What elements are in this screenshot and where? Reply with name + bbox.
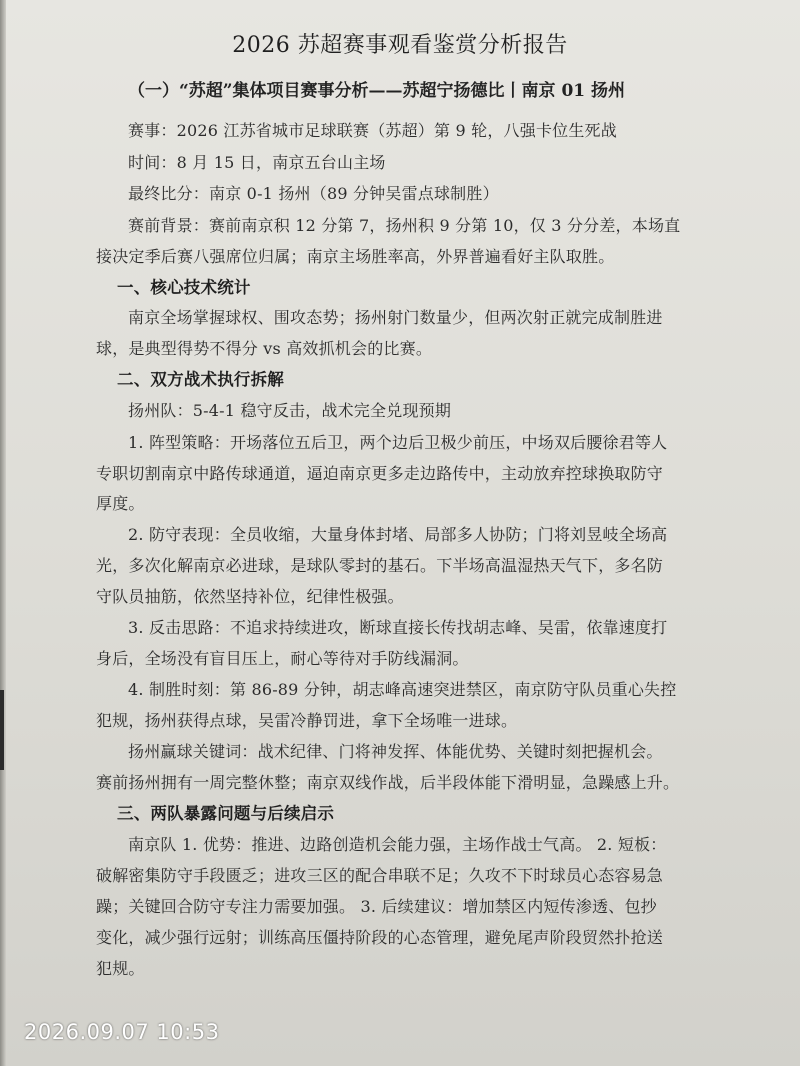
nanjing-line-5: 犯规。: [96, 959, 145, 978]
match-info: 赛事：2026 江苏省城市足球联赛（苏超）第 9 轮，八强卡位生死战: [128, 121, 617, 140]
keywords-line-1: 扬州赢球关键词：战术纪律、门将神发挥、体能优势、关键时刻把握机会。: [128, 742, 663, 761]
tactic-3-line-2: 身后，全场没有盲目压上，耐心等待对手防线漏洞。: [96, 649, 469, 668]
tactic-1-line-3: 厚度。: [96, 494, 145, 513]
section-1-line-1: 南京全场掌握球权、围攻态势；扬州射门数量少，但两次射正就完成制胜进: [128, 308, 663, 327]
tactic-2-line-3: 守队员抽筋，依然坚持补位，纪律性极强。: [96, 587, 404, 606]
final-score: 最终比分：南京 0-1 扬州（89 分钟吴雷点球制胜）: [128, 184, 499, 203]
photo-timestamp: 2026.09.07 10:53: [24, 1020, 220, 1044]
page-edge-shadow: [0, 0, 6, 1066]
tactic-3-line-1: 3. 反击思路：不追求持续进攻，断球直接长传找胡志峰、吴雷，依靠速度打: [128, 618, 668, 637]
keywords-line-2: 赛前扬州拥有一周完整休整；南京双线作战，后半段体能下滑明显，急躁感上升。: [96, 773, 680, 792]
nanjing-line-4: 变化，减少强行远射；训练高压僵持阶段的心态管理，避免尾声阶段贸然扑抢送: [96, 928, 664, 947]
tactic-1-line-2: 专职切割南京中路传球通道，逼迫南京更多走边路传中，主动放弃控球换取防守: [96, 464, 664, 483]
tactic-4-line-1: 4. 制胜时刻：第 86-89 分钟，胡志峰高速突进禁区，南京防守队员重心失控: [128, 680, 677, 699]
match-time: 时间：8 月 15 日，南京五台山主场: [128, 153, 386, 172]
tactic-2-line-1: 2. 防守表现：全员收缩，大量身体封堵、局部多人协防；门将刘昱岐全场高: [128, 525, 668, 544]
nanjing-line-2: 破解密集防守手段匮乏；进攻三区的配合串联不足；久攻不下时球员心态容易急: [96, 866, 664, 885]
report-title: 2026 苏超赛事观看鉴赏分析报告: [232, 33, 568, 58]
section-1-line-2: 球，是典型得势不得分 vs 高效抓机会的比赛。: [96, 339, 433, 358]
report-subtitle: （一）“苏超”集体项目赛事分析——苏超宁扬德比丨南京 01 扬州: [128, 81, 626, 101]
tactic-4-line-2: 犯规，扬州获得点球，吴雷冷静罚进，拿下全场唯一进球。: [96, 711, 518, 730]
tactic-1-line-1: 1. 阵型策略：开场落位五后卫，两个边后卫极少前压，中场双后腰徐君等人: [128, 433, 668, 452]
nanjing-line-3: 躁；关键回合防守专注力需要加强。 3. 后续建议：增加禁区内短传渗透、包抄: [96, 897, 657, 916]
section-2-heading: 二、双方战术执行拆解: [117, 370, 284, 389]
nanjing-line-1: 南京队 1. 优势：推进、边路创造机会能力强，主场作战士气高。 2. 短板：: [128, 835, 667, 854]
section-1-heading: 一、核心技术统计: [117, 278, 251, 297]
section-3-heading: 三、两队暴露问题与后续启示: [117, 804, 335, 823]
yangzhou-intro: 扬州队：5-4-1 稳守反击，战术完全兑现预期: [128, 401, 452, 420]
tactic-2-line-2: 光，多次化解南京必进球，是球队零封的基石。下半场高温湿热天气下，多名防: [96, 556, 664, 575]
background-line-1: 赛前背景：赛前南京积 12 分第 7，扬州积 9 分第 10，仅 3 分分差，本场直: [128, 216, 681, 235]
binder-clip: [0, 690, 4, 770]
background-line-2: 接决定季后赛八强席位归属；南京主场胜率高，外界普遍看好主队取胜。: [96, 247, 615, 266]
